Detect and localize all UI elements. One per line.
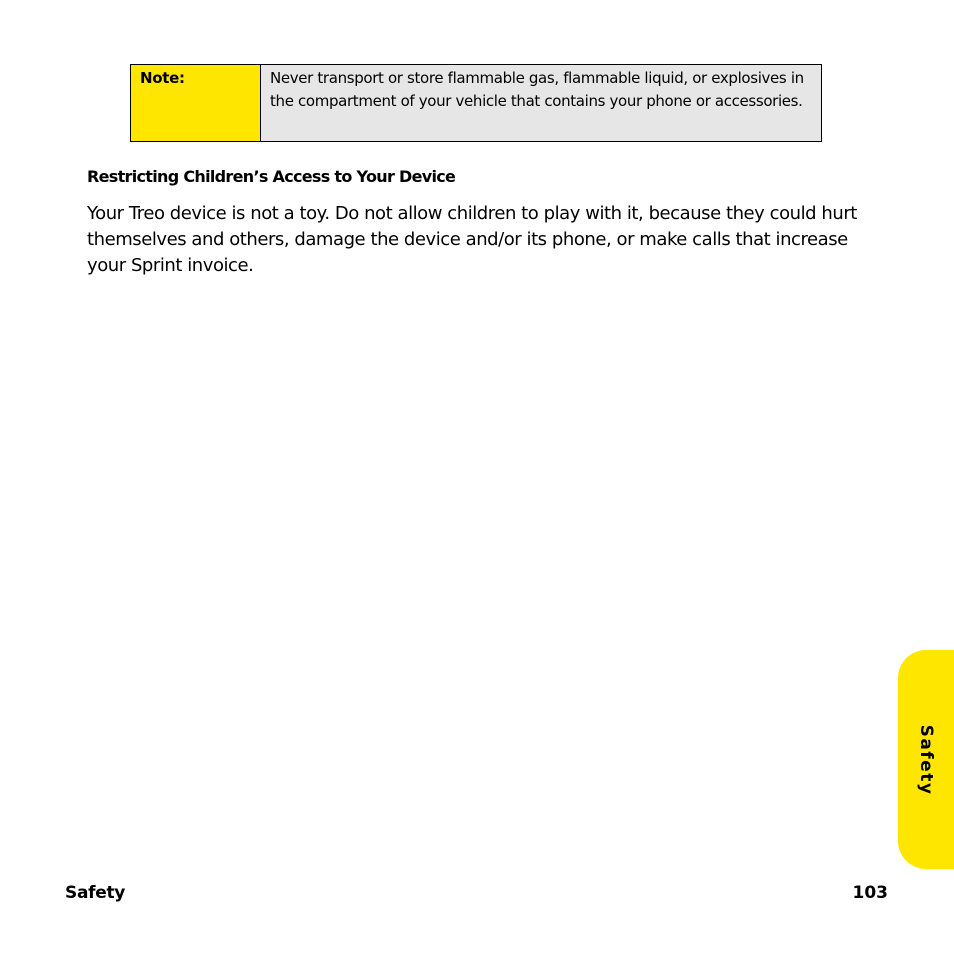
note-text: Never transport or store flammable gas, flammable liquid, or explosives in the compartment of your vehicle that contains your phone or accessories. xyxy=(261,65,821,141)
section-heading: Restricting Children’s Access to Your Device xyxy=(87,167,456,186)
body-paragraph: Your Treo device is not a toy. Do not allow children to play with it, because they could hurt themselves and others, damage the device and/or its phone, or make calls that increase your Sprint invoice. xyxy=(87,203,857,276)
footer-page-number: 103 xyxy=(852,883,888,903)
footer-section-name: Safety xyxy=(65,883,126,903)
note-label: Note: xyxy=(131,65,261,141)
note-box xyxy=(130,64,822,142)
chapter-side-tab xyxy=(898,650,954,869)
chapter-side-tab-label: Safety xyxy=(916,724,936,795)
